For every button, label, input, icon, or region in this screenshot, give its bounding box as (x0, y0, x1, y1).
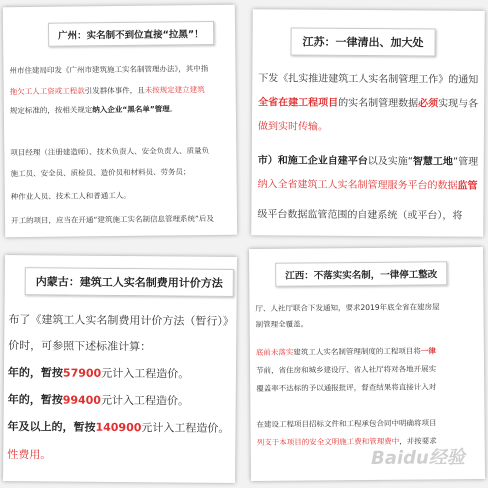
jiangsu-card (251, 9, 485, 237)
guangzhou-line-2: 拖欠工人工资或工程款引发群体事件，且未按规定建立建筑 (9, 85, 205, 97)
jiangsu-title: 江苏：一律清出、加大处 (290, 27, 435, 56)
jiangsu-line-6: 级平台数据监管范围的自建系统（或平台），将 (257, 209, 463, 222)
neimenggu-line-2: 价时，可参照下述标准计算： (8, 339, 152, 354)
guangzhou-line-3: 规定标准的，按相关规定纳入企业“黑名单”管理。 (9, 104, 178, 116)
jiangxi-card (249, 247, 485, 481)
neimenggu-line-last: 性费用。 (7, 448, 52, 462)
guangzhou-line-7: 开工的项目，应当在开通“建筑施工实名制信息管理系统”后及 (10, 214, 214, 226)
jiangsu-line-5: 纳入全省建筑工人实名制管理服务平台的数据监管 (257, 179, 478, 192)
jiangxi-line-4: 节前，省住房和城乡建设厅、省人社厅将对各地开展实 (256, 364, 437, 375)
jiangxi-title: 江西：不落实实名制，一律停工整改 (275, 261, 447, 287)
neimenggu-rate-row-1: 年的，暂按57900元计入工程造价。 (7, 366, 190, 381)
neimenggu-title: 内蒙古：建筑工人实名制费用计价方法 (25, 267, 234, 297)
guangzhou-line-5: 施工员、安全员、质检员、造价员和材料员、劳务员； (10, 167, 191, 179)
neimenggu-card (3, 255, 237, 483)
jiangsu-line-3: 做到实时传输。 (257, 121, 329, 133)
neimenggu-rate-row-2: 年的，暂按99400元计入工程造价。 (7, 393, 190, 408)
jiangxi-line-7: 列支于本项目的安全文明施工费和管理费中，并按要求 (256, 436, 437, 447)
jiangsu-line-4: 市）和施工企业自建平台以及实施“智慧工地”管理 (257, 155, 479, 168)
jiangxi-line-2: 制管理全覆盖。 (255, 319, 309, 329)
guangzhou-line-1: 州市住建局印发《广州市建筑施工实名制管理办法》，其中指 (9, 64, 209, 76)
neimenggu-line-1: 布了《建筑工人实名制费用计价方法（暂行）》 (8, 313, 234, 328)
jiangxi-line-1: 厅、人社厅联合下发通知，要求2019年底全省在建房屋 (255, 302, 440, 313)
baidu-watermark: Baidu经验 (370, 447, 465, 469)
guangzhou-line-6: 种作业人员、技术工人和普通工人。 (10, 190, 131, 202)
jiangxi-line-5: 覆盖率不达标的予以通报批评，督查结果将直接计入对 (256, 382, 437, 393)
neimenggu-rate-row-3: 年及以上的，暂按140900元计入工程造价。 (7, 420, 230, 435)
guangzhou-title: 广州：实名制不到位直接“拉黑”！ (48, 21, 214, 47)
jiangsu-line-2: 全省在建工程项目的实名制管理数据必须实现与各 (258, 97, 479, 110)
jiangsu-line-1: 下发《扎实推进建筑工人实名制管理工作》的通知 (258, 73, 479, 86)
guangzhou-line-4: 项目经理（注册建造师）、技术负责人、安全负责人、质量负 (10, 146, 210, 158)
guangzhou-card (3, 5, 237, 237)
jiangxi-line-3: 底前未落实建筑工人实名制管理制度的工程项目将一律 (255, 346, 436, 357)
jiangxi-line-6: 在建设工程项目招标文件和工程承包合同中明确将项目 (256, 418, 437, 429)
